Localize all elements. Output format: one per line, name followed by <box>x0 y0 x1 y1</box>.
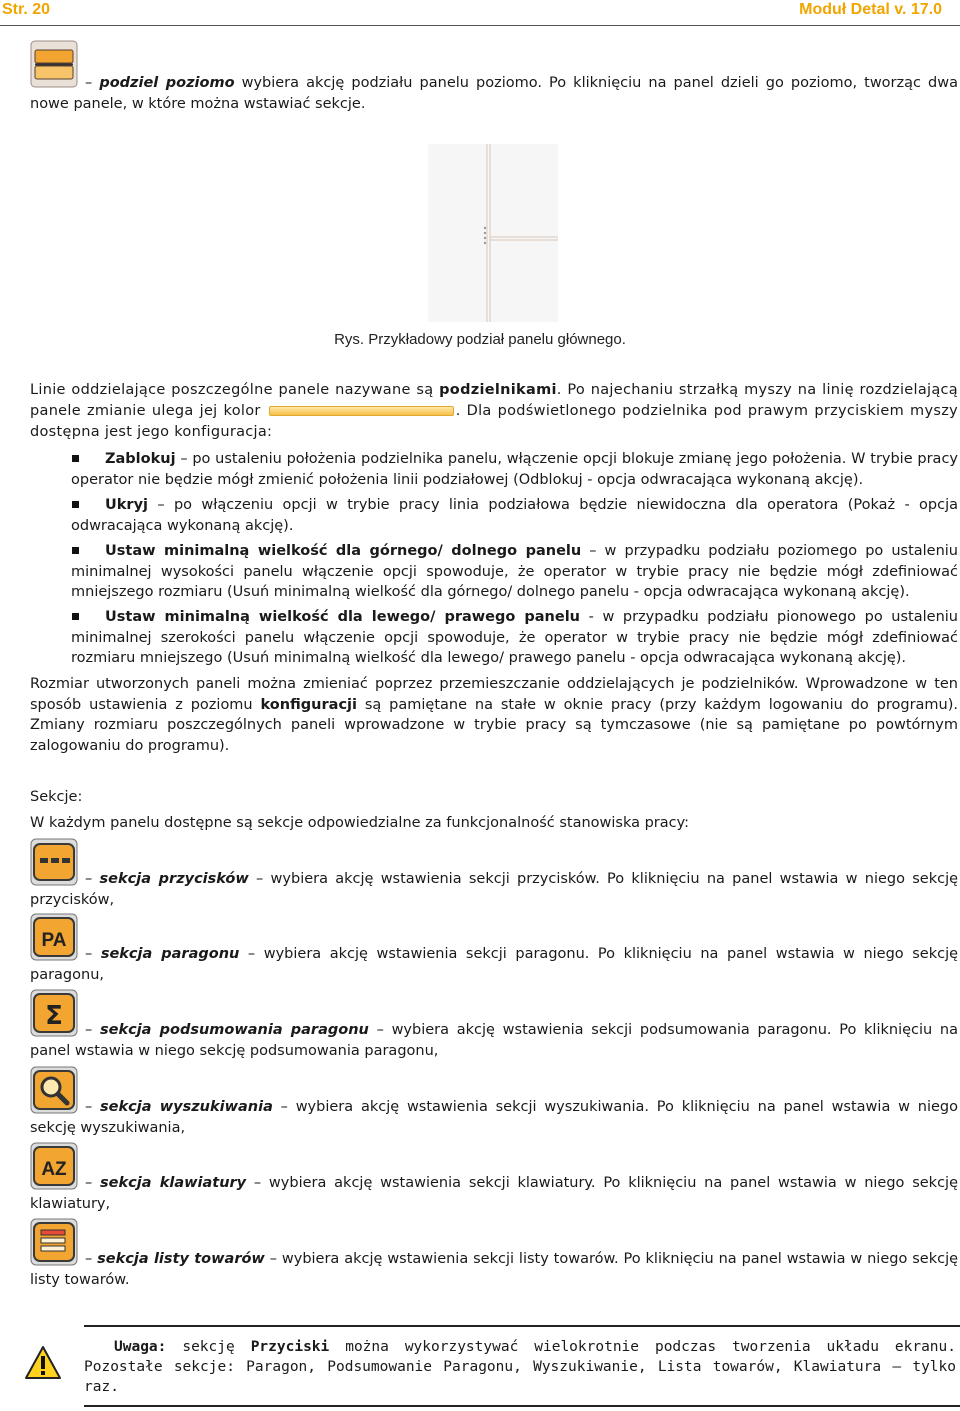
module-title: Moduł Detal v. 17.0 <box>799 1 942 18</box>
note-box: Uwaga: sekcję Przyciski można wykorzystywać wielokrotnie podczas tworzenia układu ekranu. Pozostałe sekcje: Paragon, Podsumowanie Paragonu, Wyszukiwanie, Lista towarów, Klawiatura – tylko raz. <box>84 1325 960 1407</box>
svg-text:PA: PA <box>41 930 67 951</box>
sections-intro: W każdym panelu dostępne są sekcje odpowiedzialne za funkcjonalność stanowiska pracy: <box>30 815 690 831</box>
section-keyboard-description: – sekcja klawiatury – wybiera akcję wstawienia sekcji klawiatury. Po kliknięciu na panel wstawia w niego sekcję klawiatury, <box>30 1175 958 1212</box>
option-hide: Ukryj – po włączeniu opcji w trybie pracy linia podziałowa będzie niewidoczna dla operatora (Pokaż - opcja odwracająca wykonaną akcję). <box>71 497 959 534</box>
section-receipt-description: – sekcja paragonu – wybiera akcję wstawienia sekcji paragonu. Po kliknięciu na panel wstawia w niego sekcję paragonu, <box>30 946 959 983</box>
highlighted-divider-swatch <box>269 406 454 416</box>
panel-split-figure <box>428 144 558 322</box>
section-summary-description: – sekcja podsumowania paragonu – wybiera akcję wstawienia sekcji podsumowania paragonu. Po kliknięciu na panel wstawia w niego sekcję podsumowania paragonu, <box>30 1022 959 1059</box>
warning-icon <box>24 1344 62 1382</box>
split-horizontal-description: – podziel poziomo wybiera akcję podziału panelu poziomo. Po kliknięciu na panel dzieli go poziomo, tworząc dwa nowe panele, w które można wstawiać sekcje. <box>30 75 958 112</box>
svg-text:AZ: AZ <box>41 1159 67 1180</box>
dividers-paragraph: Linie oddzielające poszczególne panele nazywane są podzielnikami. Po najechaniu strzałką myszy na linię rozdzielającą panele zmianie ulega jej kolor . Dla podświetlonego podzielnika pod prawym przyciskiem myszy dostępna jest jego konfiguracja: <box>30 382 958 440</box>
section-product-list-description: – sekcja listy towarów – wybiera akcję wstawienia sekcji listy towarów. Po kliknięciu na panel wstawia w niego sekcję listy towarów. <box>30 1251 959 1288</box>
sections-heading: Sekcje: <box>30 789 83 805</box>
option-min-width: Ustaw minimalną wielkość dla lewego/ prawego panelu - w przypadku podziału pionowego po ustaleniu minimalnej szerokości panelu włączenie opcji spowoduje, że operator w trybie pracy nie będzie mógł zdefiniować rozmiaru mniejszego (Usuń minimalną wielkość dla lewego/ prawego panelu - opcja odwracająca wykonaną akcję). <box>71 609 958 666</box>
option-min-height: Ustaw minimalną wielkość dla górnego/ dolnego panelu – w przypadku podziału poziomego po ustaleniu minimalnej wysokości panelu włączenie opcji spowoduje, że operator w trybie pracy nie będzie mógł zdefiniować mniejszego rozmiaru (Usuń minimalną wielkość dla górnego/ dolnego panelu - opcja odwracająca wykonaną akcję). <box>71 543 958 600</box>
svg-text:Σ: Σ <box>45 1001 63 1031</box>
section-buttons-description: – sekcja przycisków – wybiera akcję wstawienia sekcji przycisków. Po kliknięciu na panel wstawia w niego sekcję przycisków, <box>30 871 959 908</box>
option-lock: Zablokuj – po ustaleniu położenia podzielnika panelu, włączenie opcji blokuje zmianę jego położenia. W trybie pracy operator nie będzie mógł zmienić położenia linii podziałowej (Odblokuj - opcja odwracająca wykonaną akcję). <box>71 451 958 488</box>
page-number: Str. 20 <box>2 1 51 18</box>
resize-paragraph: Rozmiar utworzonych paneli można zmieniać poprzez przemieszczanie oddzielających je podzielników. Wprowadzone w ten sposób ustawienia z poziomu konfiguracji są pamiętane na stałe w oknie pracy (przy każdym logowaniu do programu). Zmiany rozmiaru poszczególnych paneli wprowadzone w trybie pracy są tymczasowe (nie są pamiętane po powtórnym zalogowaniu do programu). <box>30 676 959 754</box>
page-header <box>0 0 960 26</box>
figure-caption: Rys. Przykładowy podział panelu głównego. <box>334 331 626 348</box>
section-search-description: – sekcja wyszukiwania – wybiera akcję wstawienia sekcji wyszukiwania. Po kliknięciu na panel wstawia w niego sekcję wyszukiwania, <box>30 1099 958 1136</box>
